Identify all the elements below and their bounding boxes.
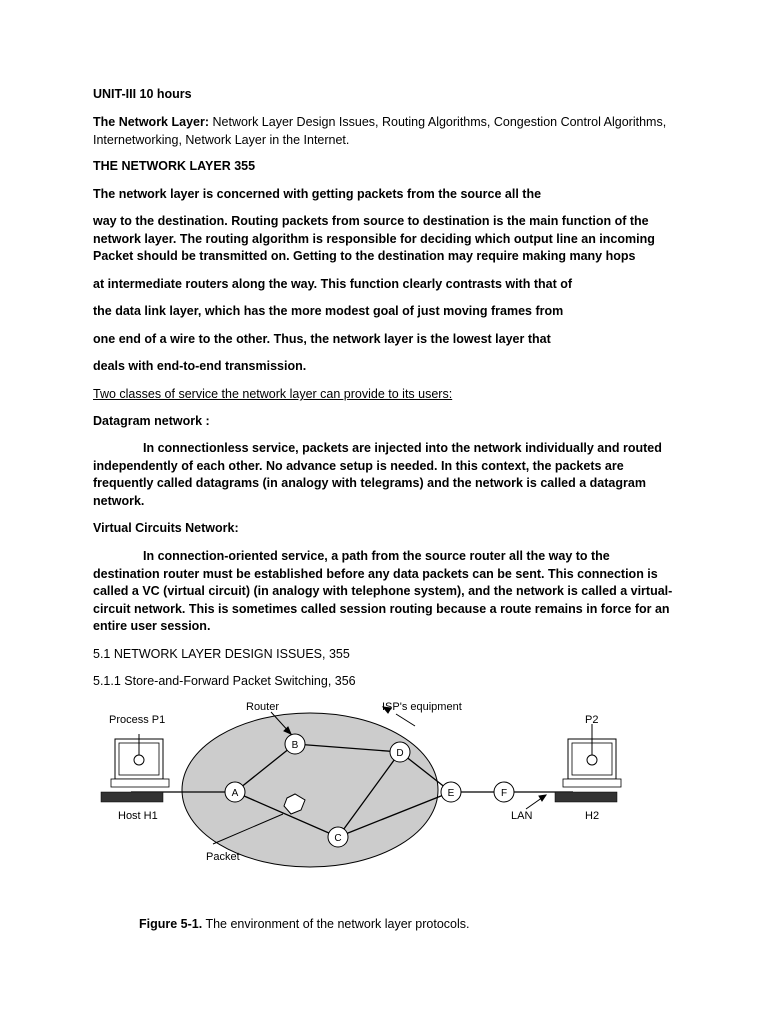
subsection-heading-1: 5.1 NETWORK LAYER DESIGN ISSUES, 355 [93, 647, 350, 661]
datagram-heading: Datagram network : [93, 414, 210, 428]
unit-heading: UNIT-III 10 hours [93, 87, 192, 101]
classes-heading: Two classes of service the network layer can provide to its users: [93, 387, 453, 401]
syllabus-paragraph [93, 114, 678, 149]
label-process-p1: Process P1 [109, 714, 166, 726]
syllabus-text: Network Layer Design Issues, Routing Algorithms, Congestion Control Algorithms, Internetworking, Network Layer in the Internet. [93, 115, 667, 147]
intro-paragraph-2: way to the destination. Routing packets from source to destination is the main function of the network layer. The routing algorithm is responsible for deciding which output line an incoming Packet should be transmitted on. Getting to the destination may require making many hops [93, 214, 655, 263]
keyboard-icon [101, 792, 163, 802]
intro-line-6: deals with end-to-end transmission. [93, 359, 307, 373]
virtual-circuit-heading: Virtual Circuits Network: [93, 521, 239, 535]
intro-line-4: the data link layer, which has the more modest goal of just moving frames from [93, 304, 564, 318]
intro-line-3: at intermediate routers along the way. This function clearly contrasts with that of [93, 277, 573, 291]
router-node-a-label: A [231, 788, 239, 799]
label-packet: Packet [206, 851, 240, 863]
label-host-h1: Host H1 [118, 810, 158, 822]
subsection-heading-2: 5.1.1 Store-and-Forward Packet Switching, 356 [93, 674, 356, 688]
process-p1-circle [134, 755, 144, 765]
intro-line-5: one end of a wire to the other. Thus, the network layer is the lowest layer that [93, 332, 551, 346]
router-node-d-label: D [396, 748, 404, 759]
datagram-body: In connectionless service, packets are injected into the network individually and routed independently of each other. No advance setup is needed. In this context, the packets are frequently called datagrams (in analogy with telegrams) and the network is called a datagram network. [93, 441, 662, 508]
host-h2-computer-icon [555, 724, 621, 802]
intro-line-1: The network layer is concerned with getting packets from the source all the [93, 187, 542, 201]
label-router: Router [246, 701, 280, 713]
label-isp-equipment: ISP's equipment [382, 701, 462, 713]
virtual-circuit-body: In connection-oriented service, a path from the source router all the way to the destination router must be established before any data packets can be sent. This connection is called a VC (virtual circuit) (in analogy with telephone system), and the network is called a virtual-circuit network. This is sometimes called session routing because a route remains in force for an entire user session. [93, 549, 673, 633]
label-p2: P2 [585, 714, 599, 726]
router-node-f-label: F [500, 788, 508, 799]
label-lan: LAN [511, 810, 533, 822]
router-node-c-label: C [334, 833, 342, 844]
figure-caption-text: The environment of the network layer protocols. [202, 917, 470, 931]
process-p2-circle [587, 755, 597, 765]
host-h1-computer-icon [101, 734, 169, 802]
section-heading: THE NETWORK LAYER 355 [93, 159, 256, 173]
label-h2: H2 [585, 810, 600, 822]
keyboard-icon [555, 792, 617, 802]
network-figure [93, 694, 623, 874]
router-node-e-label: E [447, 788, 455, 799]
router-node-b-label: B [291, 740, 299, 751]
lan-arrowhead [539, 795, 546, 801]
isp-cloud [182, 713, 438, 867]
isp-arrow [396, 714, 415, 726]
figure-caption [139, 916, 470, 934]
syllabus-label: The Network Layer: [93, 115, 210, 129]
figure-caption-label: Figure 5-1. [139, 917, 203, 931]
